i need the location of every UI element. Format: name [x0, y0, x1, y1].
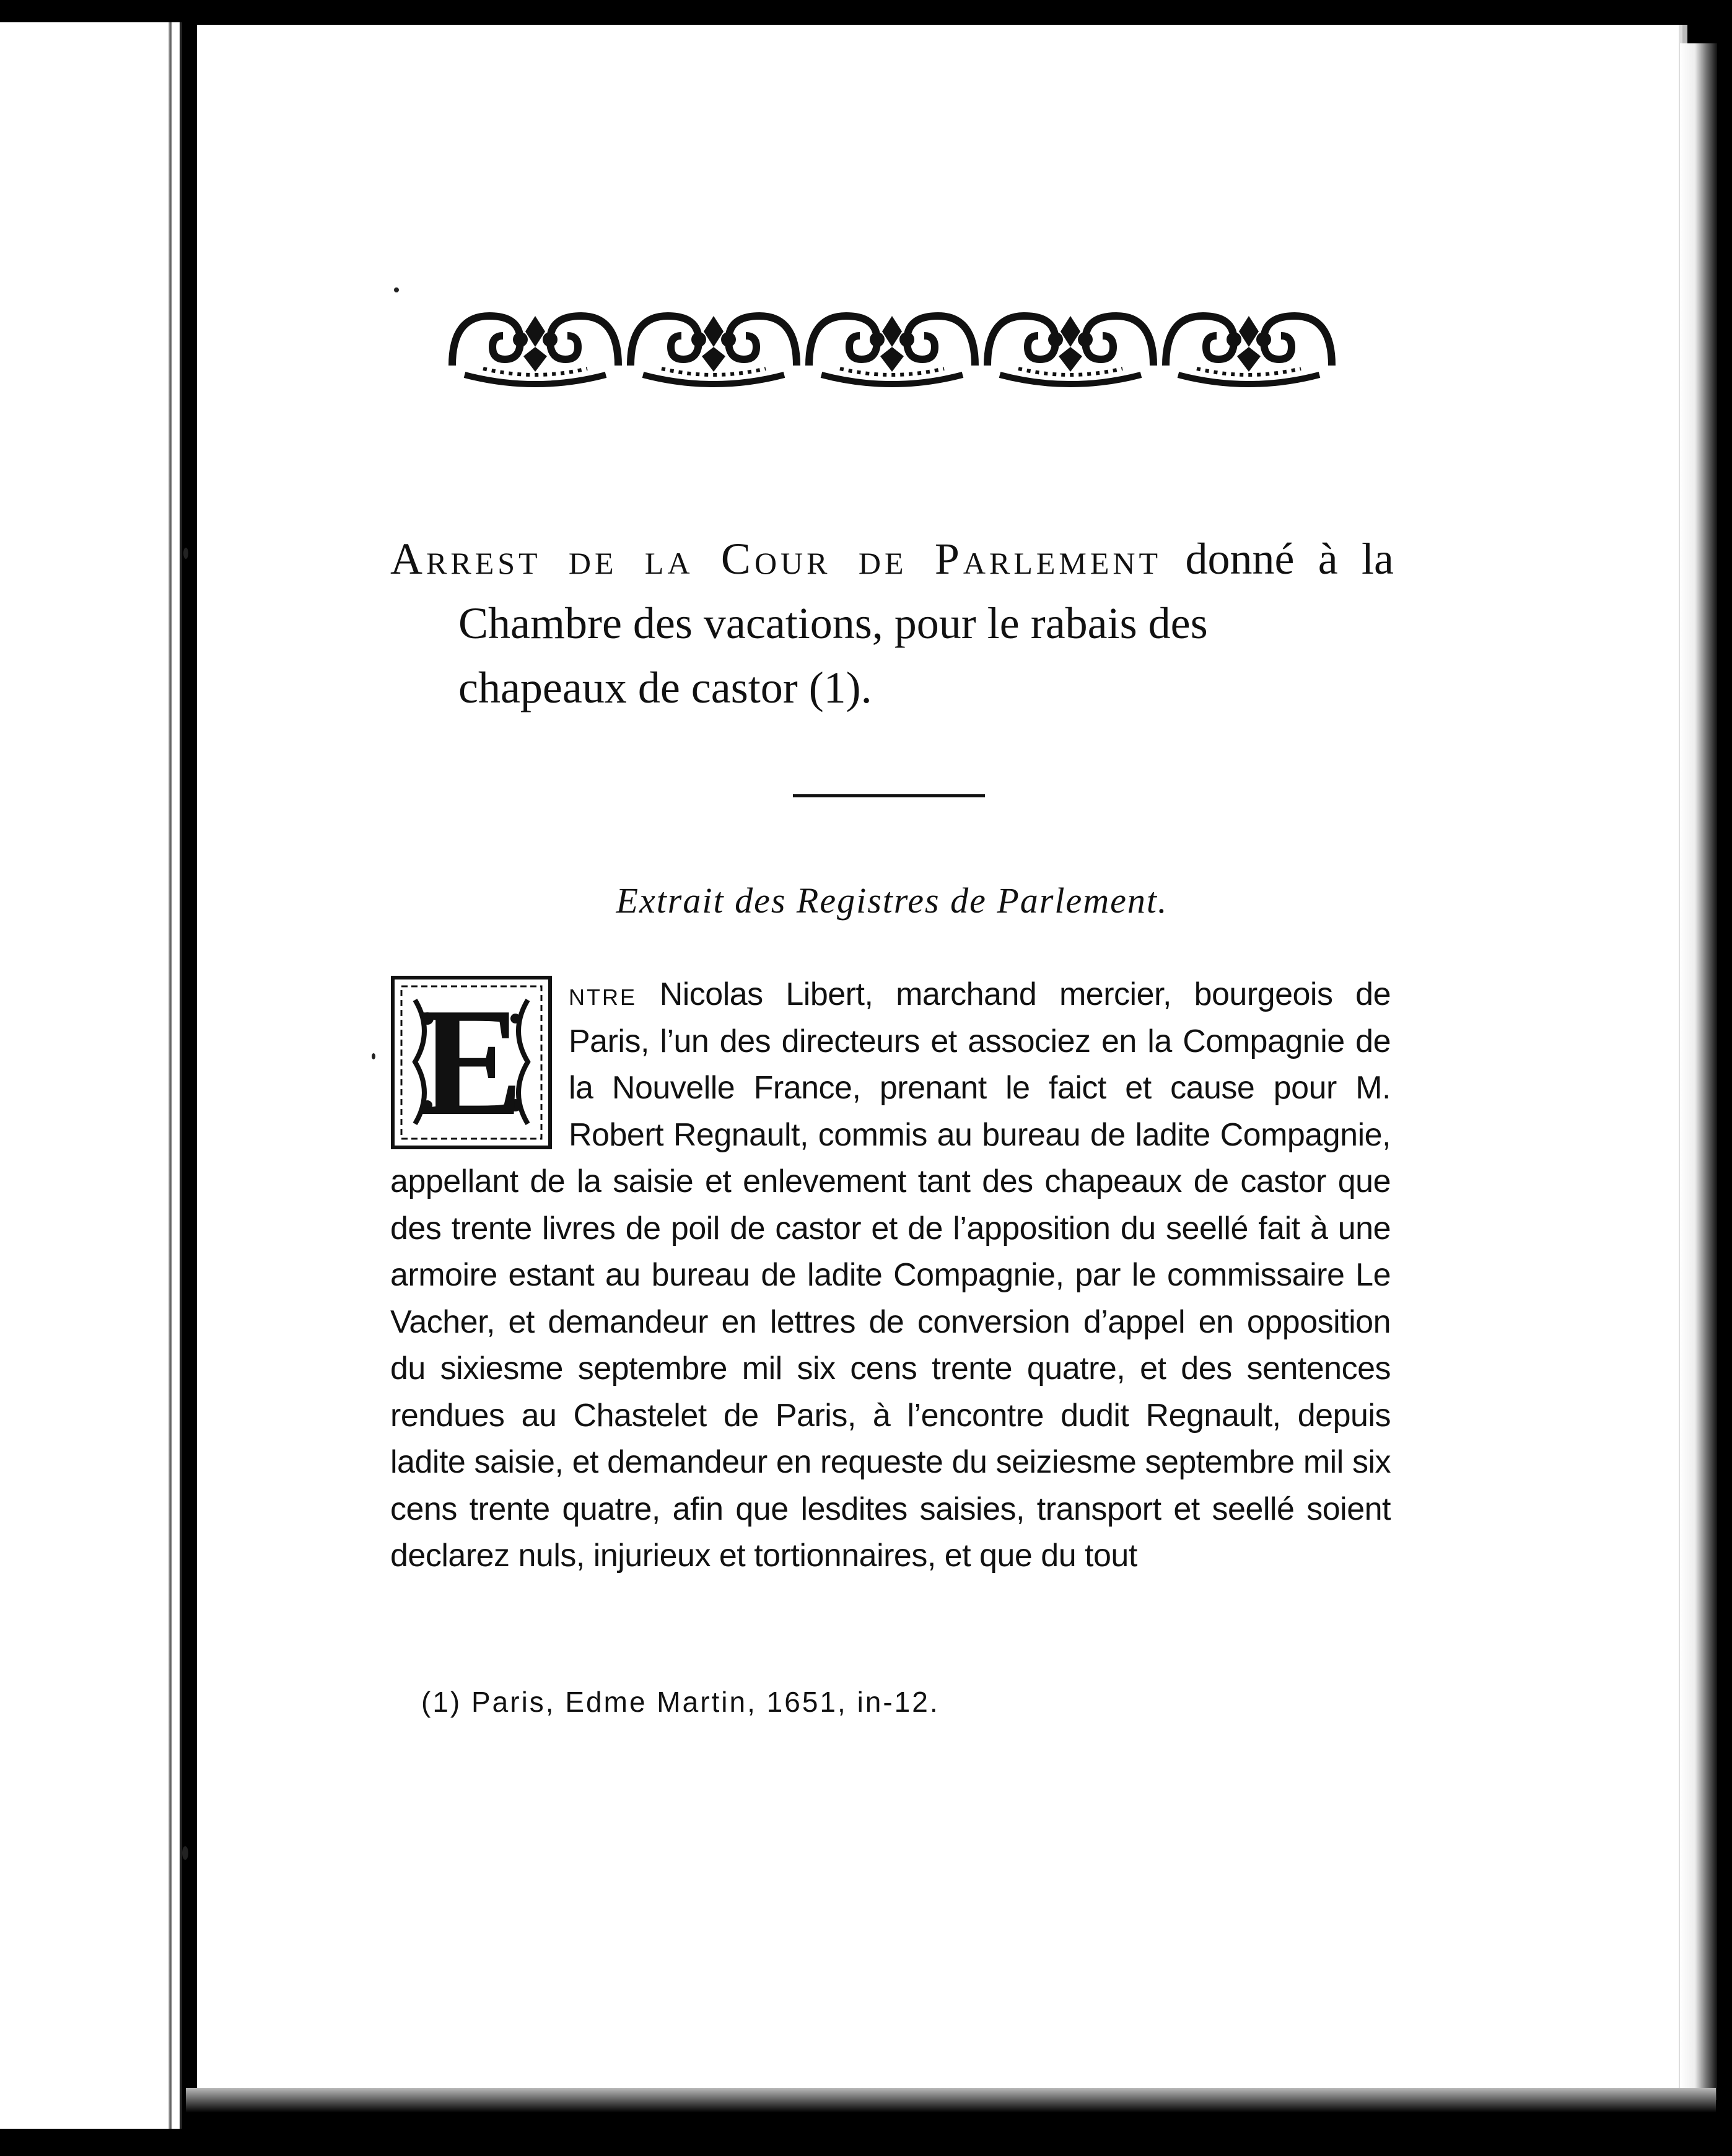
body-text: Nicolas Libert, marchand mercier, bourgeois de Paris, l’un des directeurs et associez en la Compagnie de la Nouvelle France, prenant le faict et cause pour M. Robert Regnault, commis au bureau de ladite Compagnie, appellant de la saisie et enlevement tant des chapeaux de castor que des trente livres de poil de castor et de l’apposition du seellé fait à une armoire estant au bureau de ladite Compagnie, par le commissaire Le Vacher, et demandeur en lettres de conversion d’appel en opposition du sixiesme septembre mil six cens trente quatre, et des sentences rendues au Chastelet de Paris, à l’encontre dudit Regnault, depuis ladite saisie, et demandeur en requeste du seiziesme septembre mil six cens trente quatre, afin que lesdites saisies, transport et seellé soient declarez nuls, injurieux et tortionnaires, et que du tout — [390, 976, 1391, 1574]
title-line-1-rest: donné à la — [1185, 534, 1394, 584]
speck — [372, 1053, 375, 1059]
speck — [394, 287, 399, 292]
title-rule — [793, 794, 985, 797]
lead-word: ntre — [569, 976, 637, 1012]
dropcap-letter: E — [419, 976, 523, 1148]
title-line-2: Chambre des vacations, pour le rabais des — [458, 598, 1208, 648]
speck — [183, 548, 188, 559]
body-paragraph — [390, 971, 1391, 1580]
facing-page — [0, 22, 182, 2129]
ornament-band — [446, 297, 1338, 390]
document-title — [390, 527, 1394, 720]
subtitle: Extrait des Registres de Parlement. — [616, 880, 1168, 921]
footnote: (1) Paris, Edme Martin, 1651, in-12. — [421, 1686, 940, 1718]
title-line-1 — [390, 527, 1394, 591]
page-edge — [1680, 43, 1717, 2100]
dropcap-initial — [390, 975, 553, 1150]
speck — [182, 1846, 188, 1860]
page-bottom-shadow — [186, 2088, 1716, 2113]
page-fold — [168, 22, 172, 2129]
title-line-3: chapeaux de castor (1). — [458, 663, 872, 712]
title-smallcaps: Arrest de la Cour de Parlement — [390, 534, 1162, 584]
